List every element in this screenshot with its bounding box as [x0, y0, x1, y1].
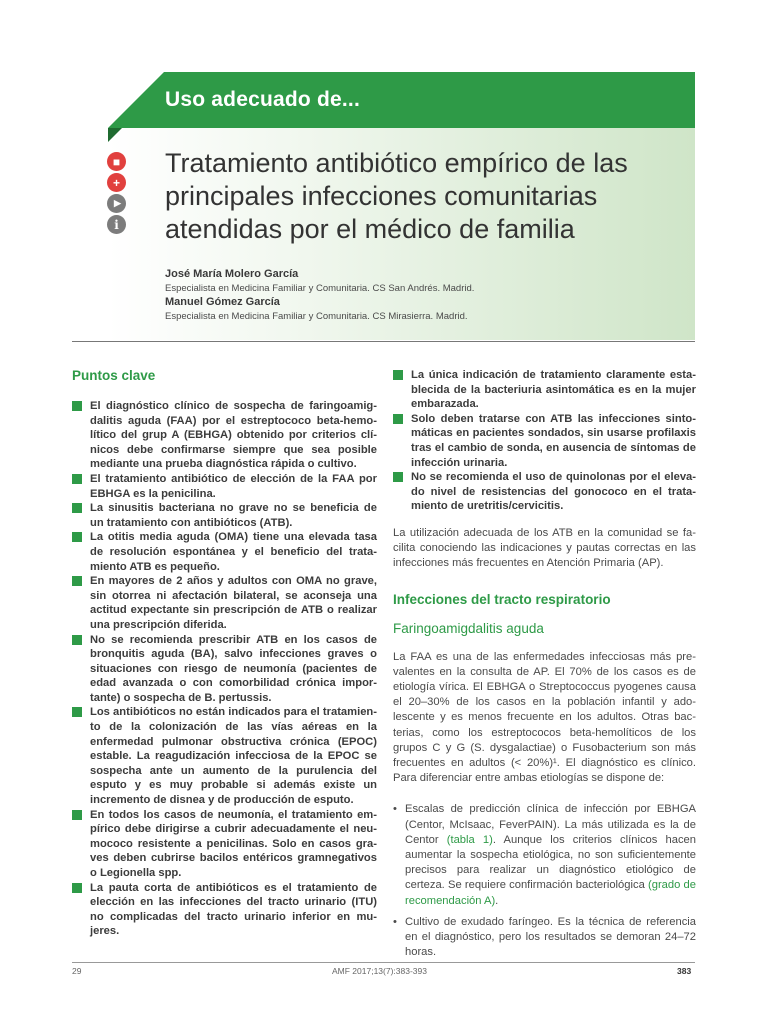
- bullet-square-icon: [72, 503, 82, 513]
- author-affiliation: Especialista en Medicina Familiar y Comunitaria. CS Mirasierra. Madrid.: [165, 311, 468, 322]
- bullet-square-icon: [72, 810, 82, 820]
- info-icon[interactable]: i: [107, 215, 126, 234]
- key-point-item: La única indicación de tratamiento claramente establecida de la bacteriuria asintomática es en la mujer embarazada.: [393, 368, 696, 412]
- key-points-list-continued: [393, 368, 696, 514]
- table-1-link[interactable]: (tabla 1): [446, 833, 493, 846]
- section-label: Uso adecuado de...: [165, 88, 360, 111]
- key-point-item: La sinusitis bacteriana no grave no se beneficia de un tratamiento con antibióticos (ATB).: [72, 501, 377, 530]
- author-name: José María Molero García: [165, 268, 299, 280]
- play-icon[interactable]: ▶: [107, 194, 126, 213]
- footer-citation: AMF 2017;13(7):383-393: [332, 966, 427, 976]
- bullet-square-icon: [72, 401, 82, 411]
- bullet-square-icon: [72, 474, 82, 484]
- faa-paragraph: La FAA es una de las enfermedades infecciosas más prevalentes en la consulta de AP. El 70% de los casos es de etiología vírica. El EBHGA o Streptococcus pyogenes causa el 20–30% de los casos en la población infantil y adolescente y es menos frecuente en los adultos. Otras bacterias, como los estreptococos beta-hemolíticos de los grupos C y G (S. dysgalactiae) o Fusobacterium son más frecuentes en adultos (< 20%)¹. El diagnóstico es clínico. Para diferenciar entre ambas etiologías se dispone de:: [393, 650, 696, 785]
- stop-icon[interactable]: ■: [107, 152, 126, 171]
- recommendation-grade-link[interactable]: (grado de recomendación A): [405, 879, 696, 907]
- header-divider: [72, 341, 695, 342]
- key-points-heading: Puntos clave: [72, 368, 156, 383]
- author-2: [165, 296, 468, 322]
- key-point-item: Solo deben tratarse con ATB las infecciones sintomáticas en pacientes sondados, sin usarse profilaxis tras el cambio de sonda, en ausencia de síntomas de infección urinaria.: [393, 412, 696, 470]
- footer-page-number: 383: [677, 966, 692, 976]
- key-point-item: El tratamiento antibiótico de elección de la FAA por EBHGA es la penicilina.: [72, 472, 377, 501]
- bullet-square-icon: [72, 635, 82, 645]
- intro-paragraph: La utilización adecuada de los ATB en la comunidad se facilita conociendo las indicaciones y pautas correctas en las infecciones más frecuentes en Atención Primaria (AP).: [393, 526, 696, 570]
- key-point-item: El diagnóstico clínico de sospecha de faringoamigdalitis aguda (FAA) por el estreptococo beta-hemolítico del grup A (EBHGA) obtenido por criterios clínicos debe confirmarse siempre que sea posible mediante una prueba diagnóstica rápida o cultivo.: [72, 399, 377, 472]
- footer-page-left: 29: [72, 966, 82, 976]
- key-point-item: No se recomienda prescribir ATB en los casos de bronquitis aguda (BA), salvo infecciones graves o situaciones con riesgo de neumonía (pacientes de edad avanzada o con comorbilidad crónica importante) o sospecha de B. pertussis.: [72, 633, 377, 706]
- right-column: [393, 368, 696, 966]
- bullet-square-icon: [393, 370, 403, 380]
- bullet-square-icon: [72, 532, 82, 542]
- side-icon-column: [107, 152, 127, 236]
- list-item: • Escalas de predicción clínica de infección por EBHGA (Centor, McIsaac, FeverPAIN). La más utilizada es la de Centor (tabla 1). Aunque los criterios clínicos hacen aumentar la sospecha etiológica, no son suficientemente precisos para realizar un diagnóstico etiológico de certeza. Se requiere confirmación bacteriológica (grado de recomendación A).: [393, 803, 697, 907]
- bullet-square-icon: [72, 883, 82, 893]
- plus-icon[interactable]: +: [107, 173, 126, 192]
- article-title: Tratamiento antibiótico empírico de las principales infecciones comunitarias atendidas por el médico de familia: [165, 148, 628, 244]
- bullet-square-icon: [393, 472, 403, 482]
- faa-bullet-list: [393, 802, 696, 960]
- author-name: Manuel Gómez García: [165, 296, 280, 308]
- key-point-item: Los antibióticos no están indicados para el tratamiento de la colonización de las vías aéreas en la enfermedad pulmonar obstructiva crónica (EPOC) estable. La reagudización infecciosa de la EPOC se sospecha ante un aumento de la purulencia del esputo y es muy probable si además existe un incremento de disnea y de producción de esputo.: [72, 705, 377, 807]
- left-column: [72, 368, 377, 939]
- author-affiliation: Especialista en Medicina Familiar y Comunitaria. CS San Andrés. Madrid.: [165, 283, 475, 294]
- author-1: [165, 268, 474, 294]
- key-point-item: La otitis media aguda (OMA) tiene una elevada tasa de resolución espontánea y el beneficio del tratamiento ATB es pequeño.: [72, 530, 377, 574]
- key-point-item: La pauta corta de antibióticos es el tratamiento de elección en las infecciones del tracto urinario (ITU) no complicadas del tracto urinario inferior en mujeres.: [72, 881, 377, 939]
- footer-divider: [72, 962, 695, 963]
- bullet-dot-icon: •: [393, 803, 397, 816]
- bullet-dot-icon: •: [393, 915, 397, 928]
- key-point-item: No se recomienda el uso de quinolonas por el elevado nivel de resistencias del gonococo en el tratamiento de uretritis/cervicitis.: [393, 470, 696, 514]
- key-points-list: [72, 399, 377, 939]
- key-point-item: En todos los casos de neumonía, el tratamiento empírico debe dirigirse a cubrir adecuadamente el neumococo resistente a penicilinas. Solo en casos graves deben cubrirse bacilos entéricos gramnegativos o Legionella spp.: [72, 808, 377, 881]
- bullet-square-icon: [393, 414, 403, 424]
- subsection-heading-faa: Faringoamigdalitis aguda: [393, 620, 544, 636]
- section-heading-respiratory: Infecciones del tracto respiratorio: [393, 591, 611, 607]
- key-point-item: En mayores de 2 años y adultos con OMA no grave, sin otorrea ni afectación bilateral, se aconseja una actitud expectante sin prescripción de ATB o realizar una prescripción diferida.: [72, 574, 377, 632]
- bullet-square-icon: [72, 576, 82, 586]
- bullet-square-icon: [72, 707, 82, 717]
- list-item: • Cultivo de exudado faríngeo. Es la técnica de referencia en el diagnóstico, pero los resultados se demoran 24–72 horas.: [393, 915, 696, 959]
